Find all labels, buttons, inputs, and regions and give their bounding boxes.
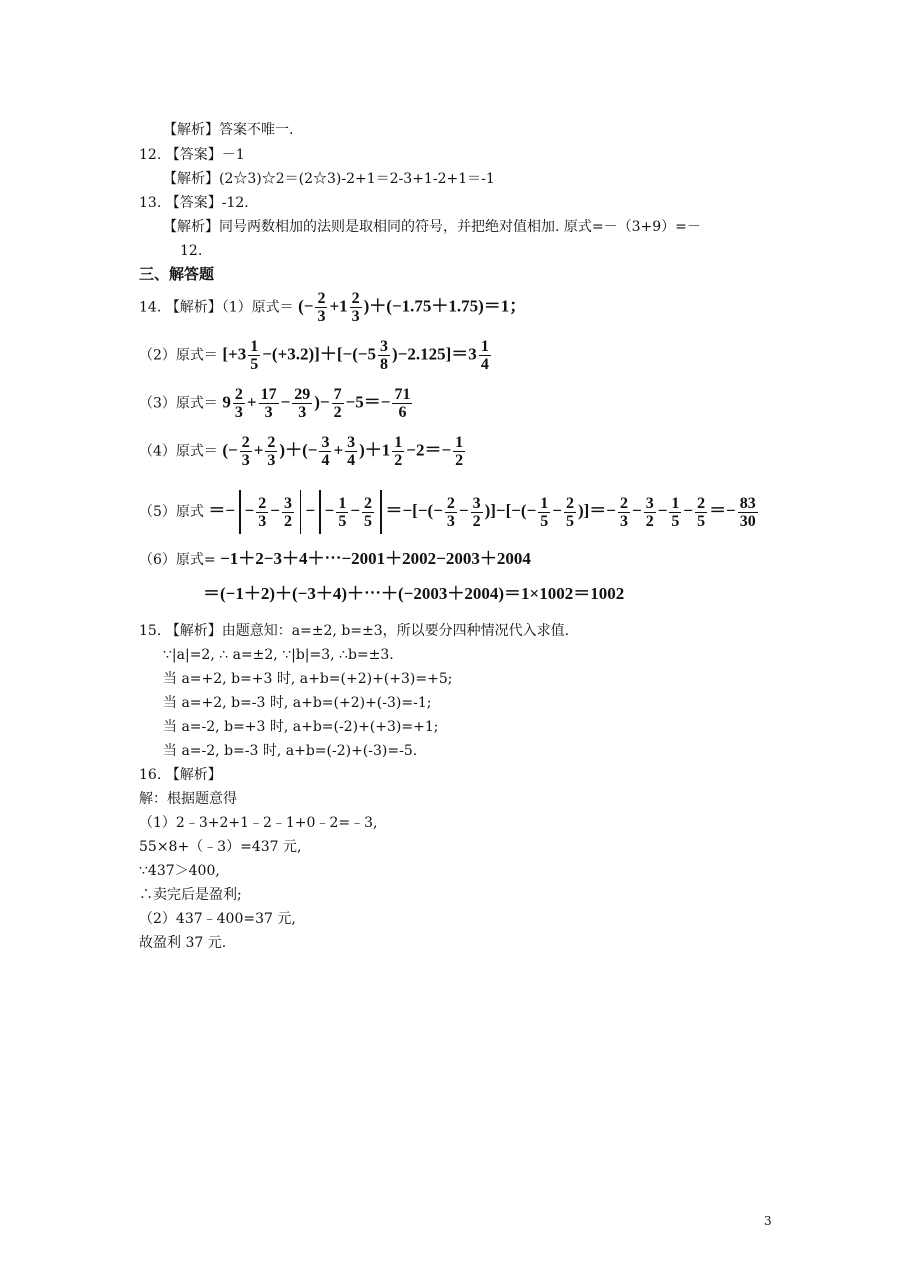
expr-text: − bbox=[683, 501, 694, 520]
q11-analysis: 【解析】答案不唯一. bbox=[163, 122, 294, 138]
q14-prefix: 14. 【解析】（1）原式＝ bbox=[139, 299, 294, 316]
q16-line: 55×8+（﹣3）=437 元, bbox=[139, 839, 302, 855]
fraction: $\frac{2}{3}$ bbox=[267, 434, 276, 469]
part-prefix: （6）原式= bbox=[139, 552, 216, 568]
expr-text: ＝− bbox=[709, 501, 736, 520]
expr-text: − bbox=[270, 501, 280, 520]
expr-text: + bbox=[333, 440, 344, 460]
expr-text: +1 bbox=[329, 296, 348, 316]
expr-text: + bbox=[246, 392, 257, 412]
fraction: $\frac{7}{2}$ bbox=[333, 386, 342, 421]
q14-part3 bbox=[139, 386, 414, 421]
q16-line: （2）437﹣400=37 元, bbox=[139, 911, 296, 927]
fraction: $\frac{17}{3}$ bbox=[260, 386, 277, 421]
fraction: $\frac{2}{3}$ bbox=[234, 386, 243, 421]
fraction: $\frac{2}{3}$ bbox=[351, 290, 360, 325]
q14-part6 bbox=[139, 548, 531, 570]
part-prefix: （3）原式＝ bbox=[139, 395, 218, 412]
expr-text: −1＋2−3＋4＋⋯−2001＋2002−2003＋2004 bbox=[220, 549, 531, 568]
fraction: $\frac{2}{5}$ bbox=[697, 494, 706, 530]
q16-line: （1）2﹣3+2+1﹣2﹣1+0﹣2=﹣3, bbox=[139, 815, 378, 831]
fraction: $\frac{2}{3}$ bbox=[317, 290, 326, 325]
page-number: 3 bbox=[764, 1214, 772, 1228]
part-prefix: （4）原式＝ bbox=[139, 443, 218, 460]
q16-line: 解：根据题意得 bbox=[139, 791, 237, 807]
fraction: $\frac{1}{4}$ bbox=[480, 338, 489, 373]
expr-text: − bbox=[324, 501, 335, 520]
q16-line: ∴卖完后是盈利; bbox=[139, 887, 242, 903]
expr-text: [+3 bbox=[222, 344, 247, 364]
fraction: $\frac{1}{5}$ bbox=[338, 494, 347, 530]
section-heading: 三、解答题 bbox=[139, 265, 215, 283]
q12-answer: 12. 【答案】－1 bbox=[139, 147, 245, 163]
fraction: $\frac{83}{30}$ bbox=[739, 494, 756, 530]
q15-line: ∵|a|=2, ∴ a=±2, ∵|b|=3, ∴b=±3. bbox=[163, 647, 394, 663]
part-prefix: （2）原式＝ bbox=[139, 347, 218, 364]
expr-text: ＝− bbox=[208, 501, 236, 520]
expr-text: )− bbox=[314, 392, 330, 412]
fraction: $\frac{1}{5}$ bbox=[671, 494, 680, 530]
fraction: $\frac{2}{3}$ bbox=[446, 494, 455, 530]
q12-analysis: 【解析】(2☆3)☆2＝(2☆3)-2+1＝2-3+1-2+1＝-1 bbox=[163, 171, 495, 187]
fraction: $\frac{1}{5}$ bbox=[250, 338, 259, 373]
expr-text: (− bbox=[222, 440, 238, 460]
expr-text: −2＝− bbox=[406, 440, 452, 460]
fraction: $\frac{2}{3}$ bbox=[241, 434, 250, 469]
expr-text: − bbox=[458, 501, 469, 520]
expr-text: − bbox=[632, 501, 642, 520]
q15-line: 当 a=-2, b=-3 时, a+b=(-2)+(-3)=-5. bbox=[163, 743, 418, 759]
expr-text: + bbox=[253, 440, 264, 460]
expr-text: )＋(−1.75＋1.75)＝1； bbox=[363, 296, 527, 316]
q15-head: 15. 【解析】由题意知：a=±2, b=±3，所以要分四种情况代入求值. bbox=[139, 623, 570, 639]
fraction: $\frac{1}{2}$ bbox=[394, 434, 403, 469]
expr-text: )−2.125]＝3 bbox=[392, 344, 477, 364]
fraction: $\frac{3}{2}$ bbox=[472, 494, 481, 530]
abs-bar bbox=[239, 490, 241, 534]
expr-text: −5＝− bbox=[345, 392, 391, 412]
q14-part2 bbox=[139, 338, 493, 373]
expr-text: − bbox=[552, 501, 562, 520]
fraction: $\frac{1}{2}$ bbox=[455, 434, 464, 469]
fraction: $\frac{3}{2}$ bbox=[645, 494, 654, 530]
expr-text: 9 bbox=[222, 392, 231, 412]
abs-bar bbox=[380, 490, 382, 534]
q13-analysis: 【解析】同号两数相加的法则是取相同的符号，并把绝对值相加. 原式=－（3+9）=－ bbox=[163, 219, 701, 235]
fraction: $\frac{3}{8}$ bbox=[380, 338, 389, 373]
q15-line: 当 a=+2, b=-3 时, a+b=(+2)+(-3)=-1; bbox=[163, 695, 432, 711]
fraction: $\frac{2}{3}$ bbox=[258, 494, 267, 530]
fraction: $\frac{3}{2}$ bbox=[283, 494, 292, 530]
q16-head: 16. 【解析】 bbox=[139, 767, 222, 783]
q13-analysis-cont: 12. bbox=[180, 243, 203, 259]
fraction: $\frac{1}{5}$ bbox=[540, 494, 549, 530]
expr-text: )]＝− bbox=[577, 501, 616, 520]
fraction: $\frac{2}{5}$ bbox=[364, 494, 372, 530]
expr-text: −(+3.2)]＋[−(−5 bbox=[262, 344, 377, 364]
q14-part1 bbox=[139, 290, 526, 325]
expr-text: − bbox=[280, 392, 291, 412]
fraction: $\frac{2}{5}$ bbox=[565, 494, 574, 530]
expr-text: − bbox=[305, 501, 316, 520]
fraction: $\frac{71}{6}$ bbox=[394, 386, 411, 421]
expr-text: )＋(− bbox=[279, 440, 318, 460]
q13-answer: 13. 【答案】-12. bbox=[139, 195, 249, 211]
q15-line: 当 a=+2, b=+3 时, a+b=(+2)+(+3)=+5; bbox=[163, 671, 453, 687]
expr-text: − bbox=[657, 501, 668, 520]
fraction: $\frac{3}{4}$ bbox=[347, 434, 356, 469]
expr-text: ＝−[−(− bbox=[385, 501, 443, 520]
fraction: $\frac{29}{3}$ bbox=[294, 386, 311, 421]
expr-text: − bbox=[244, 501, 255, 520]
fraction: $\frac{2}{3}$ bbox=[620, 494, 628, 530]
q14-part6-line2 bbox=[203, 583, 624, 605]
q16-line: 故盈利 37 元. bbox=[139, 935, 227, 951]
part-prefix: （5）原式 bbox=[139, 504, 204, 520]
expr-text: (− bbox=[298, 296, 314, 316]
fraction: $\frac{3}{4}$ bbox=[321, 434, 330, 469]
abs-bar bbox=[300, 490, 302, 534]
q14-part5 bbox=[139, 490, 760, 534]
expr-text: − bbox=[350, 501, 360, 520]
expr-text: )]−[−(− bbox=[484, 501, 537, 520]
q16-line: ∵437＞400, bbox=[139, 863, 220, 879]
expr-text: ＝(−1＋2)＋(−3＋4)＋⋯＋(−2003＋2004)＝1×1002＝1002 bbox=[203, 584, 625, 603]
q14-part4 bbox=[139, 434, 467, 469]
expr-text: )＋1 bbox=[359, 440, 391, 460]
abs-bar bbox=[319, 490, 321, 534]
q15-line: 当 a=-2, b=+3 时, a+b=(-2)+(+3)=+1; bbox=[163, 719, 439, 735]
